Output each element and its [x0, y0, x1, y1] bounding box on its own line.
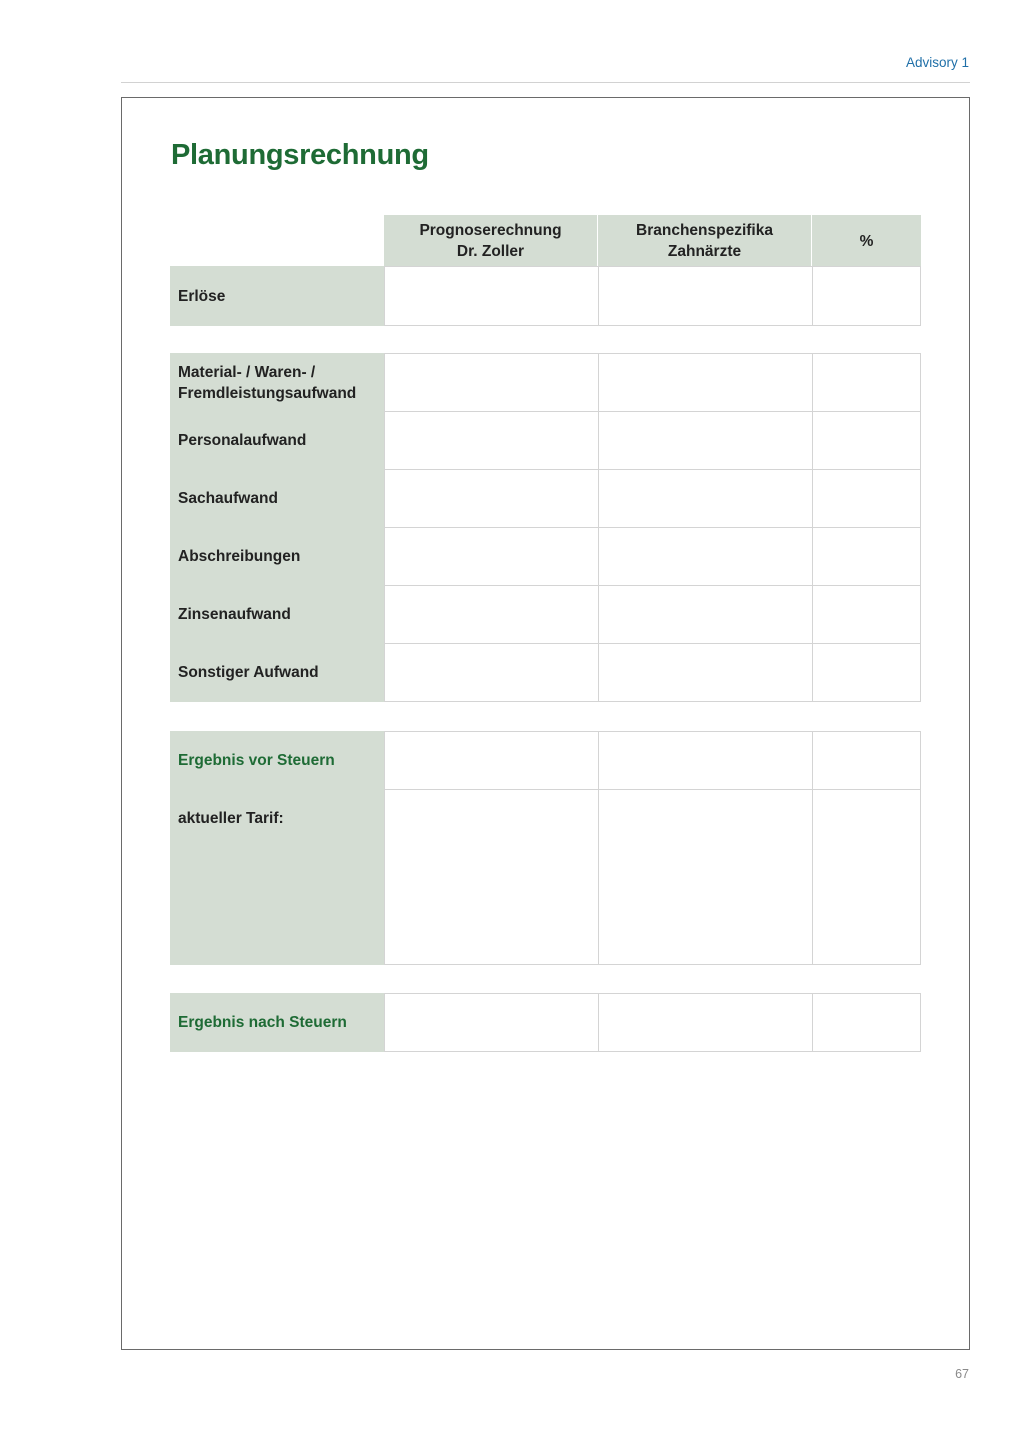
row-label-material: Material- / Waren- / Fremdleistungsaufwand [170, 353, 385, 412]
input-cell[interactable] [384, 266, 599, 326]
aftertax-table [171, 994, 921, 1052]
input-cell[interactable] [384, 353, 599, 412]
input-cell[interactable] [598, 469, 813, 528]
input-cell[interactable] [812, 411, 921, 470]
row-label-ergebnis-vor-steuern: Ergebnis vor Steuern [170, 731, 385, 790]
input-cell[interactable] [598, 731, 813, 790]
column-header-prognose: Prognoserechnung Dr. Zoller [384, 215, 599, 267]
expenses-table [171, 354, 921, 702]
input-cell[interactable] [384, 469, 599, 528]
input-cell[interactable] [598, 411, 813, 470]
row-label-zinsen: Zinsenaufwand [170, 585, 385, 644]
input-cell[interactable] [598, 353, 813, 412]
input-cell[interactable] [812, 353, 921, 412]
input-cell[interactable] [598, 993, 813, 1052]
row-label-ergebnis-nach-steuern: Ergebnis nach Steuern [170, 993, 385, 1052]
input-cell[interactable] [384, 993, 599, 1052]
column-header-percent: % [812, 215, 921, 267]
header-divider [121, 82, 970, 83]
input-cell[interactable] [384, 789, 599, 965]
input-cell[interactable] [812, 643, 921, 702]
row-label-sachaufwand: Sachaufwand [170, 469, 385, 528]
input-cell[interactable] [384, 411, 599, 470]
row-label-tarif: aktueller Tarif: [170, 789, 385, 965]
input-cell[interactable] [598, 585, 813, 644]
column-header-branche: Branchenspezifika Zahnärzte [598, 215, 813, 267]
row-label-personal: Personalaufwand [170, 411, 385, 470]
input-cell[interactable] [812, 993, 921, 1052]
page-number: 67 [955, 1367, 969, 1381]
input-cell[interactable] [384, 585, 599, 644]
input-cell[interactable] [384, 643, 599, 702]
input-cell[interactable] [384, 731, 599, 790]
page-title: Planungsrechnung [171, 139, 429, 171]
input-cell[interactable] [812, 585, 921, 644]
row-label-sonstiger: Sonstiger Aufwand [170, 643, 385, 702]
row-label-erloese: Erlöse [170, 266, 385, 326]
input-cell[interactable] [812, 789, 921, 965]
input-cell[interactable] [598, 266, 813, 326]
pretax-table [171, 732, 921, 965]
input-cell[interactable] [812, 731, 921, 790]
input-cell[interactable] [812, 527, 921, 586]
input-cell[interactable] [384, 527, 599, 586]
revenue-table [171, 216, 921, 326]
input-cell[interactable] [812, 266, 921, 326]
section-label: Advisory 1 [905, 55, 969, 70]
input-cell[interactable] [812, 469, 921, 528]
input-cell[interactable] [598, 643, 813, 702]
input-cell[interactable] [598, 527, 813, 586]
row-label-abschreibungen: Abschreibungen [170, 527, 385, 586]
header-empty-cell [171, 216, 385, 267]
input-cell[interactable] [598, 789, 813, 965]
